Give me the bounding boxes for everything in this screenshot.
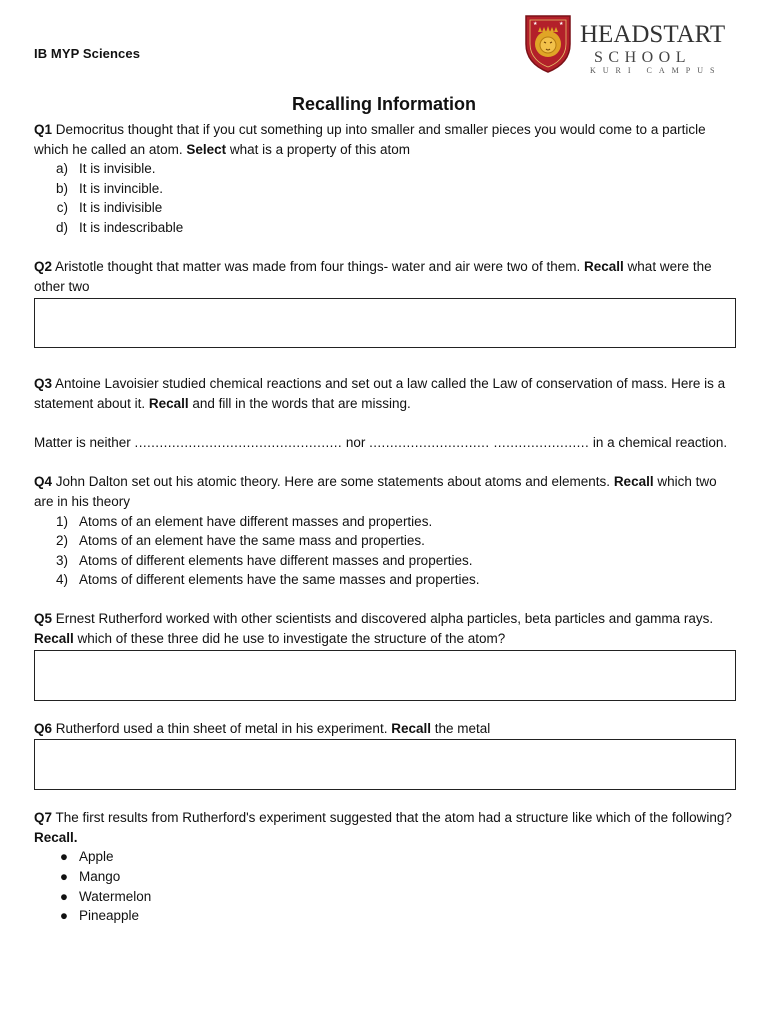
- option-item: 1) Atoms of an element have different masses and properties.: [55, 513, 433, 529]
- logo-school: SCHOOL: [594, 49, 692, 66]
- logo-name: HEADSTART: [580, 21, 726, 48]
- answer-box-q6[interactable]: [34, 739, 736, 790]
- option-item: 2) Atoms of an element have the same mass and properties.: [55, 533, 425, 549]
- command-word: Recall: [613, 474, 654, 490]
- lion-shield-icon: [520, 10, 576, 74]
- option-list: [34, 512, 736, 590]
- blank-1[interactable]: ..................................................: [134, 435, 343, 451]
- command-word: Recall: [34, 631, 74, 647]
- question-text: what is a property of this atom: [226, 141, 410, 157]
- question-text: Antoine Lavoisier studied chemical reactions and set out a law called the Law of conservation of mass. Here is a statement about it.: [34, 376, 726, 411]
- command-word: Recall.: [34, 829, 78, 845]
- question-label: Q7: [34, 810, 53, 826]
- worksheet-body: [34, 120, 736, 926]
- question-3: [34, 374, 736, 452]
- svg-text:★: ★: [559, 21, 564, 27]
- question-6: [34, 719, 736, 791]
- bullet-item: ● Mango: [34, 867, 736, 887]
- option-item: d) It is indescribable: [55, 219, 184, 235]
- question-label: Q4: [34, 474, 53, 490]
- option-list: [34, 159, 736, 237]
- fill-in-statement: Matter is neither .................................................. nor ............................. ....................... in a chemical reaction.: [34, 435, 728, 451]
- question-text: Rutherford used a thin sheet of metal in his experiment.: [52, 720, 392, 736]
- question-text: which of these three did he use to investigate the structure of the atom?: [73, 631, 506, 647]
- option-item: 3) Atoms of different elements have different masses and properties.: [55, 552, 473, 568]
- question-label: Q1: [34, 122, 53, 137]
- answer-box-q2[interactable]: [34, 298, 736, 348]
- question-text: John Dalton set out his atomic theory. Here are some statements about atoms and elements.: [52, 474, 614, 490]
- bullet-icon: ●: [59, 888, 68, 904]
- question-2: [34, 257, 736, 348]
- question-7: [34, 808, 736, 926]
- bullet-item: ● Pineapple: [34, 906, 736, 926]
- bullet-icon: ●: [59, 869, 68, 885]
- question-text: Democritus thought that if you cut something up into smaller and smaller pieces you would come to a particle which he called an atom.: [34, 122, 706, 157]
- question-text: which two are in his theory: [34, 474, 717, 509]
- command-word: Select: [186, 141, 227, 157]
- command-word: Recall: [584, 259, 624, 275]
- page-title: Recalling Information: [291, 94, 477, 114]
- question-label: Q3: [34, 376, 53, 392]
- bullet-item: ● Apple: [34, 847, 736, 867]
- question-text: and fill in the words that are missing.: [188, 395, 411, 411]
- command-word: Recall: [148, 395, 189, 411]
- option-item: c) It is indivisible: [56, 200, 163, 216]
- question-label: Q6: [34, 720, 53, 736]
- command-word: Recall: [391, 720, 431, 736]
- question-label: Q2: [34, 259, 53, 275]
- question-text: The first results from Rutherford's experiment suggested that the atom had a structure like which of the following?: [52, 810, 732, 826]
- svg-text:★: ★: [533, 21, 538, 27]
- question-text: Aristotle thought that matter was made from four things- water and air were two of them.: [52, 259, 585, 275]
- question-4: [34, 472, 736, 590]
- bullet-icon: ●: [59, 908, 68, 924]
- school-logo: [520, 10, 726, 76]
- course-title: IB MYP Sciences: [34, 46, 141, 61]
- question-text: what were the other two: [34, 259, 712, 294]
- bullet-item: ● Watermelon: [34, 887, 736, 907]
- bullet-icon: ●: [59, 849, 68, 865]
- question-text: Ernest Rutherford worked with other scientists and discovered alpha particles, beta particles and gamma rays.: [52, 611, 714, 627]
- question-label: Q5: [34, 611, 53, 627]
- question-text: the metal: [430, 720, 491, 736]
- blank-2[interactable]: ............................. .......................: [369, 435, 590, 451]
- option-item: 4) Atoms of different elements have the same masses and properties.: [55, 572, 480, 588]
- option-item: b) It is invincible.: [55, 180, 164, 196]
- question-1: [34, 120, 736, 238]
- question-5: [34, 609, 736, 700]
- bullet-list: [34, 847, 736, 925]
- answer-box-q5[interactable]: [34, 650, 736, 701]
- option-item: a) It is invisible.: [55, 161, 156, 177]
- logo-campus: KURI CAMPUS: [590, 66, 722, 75]
